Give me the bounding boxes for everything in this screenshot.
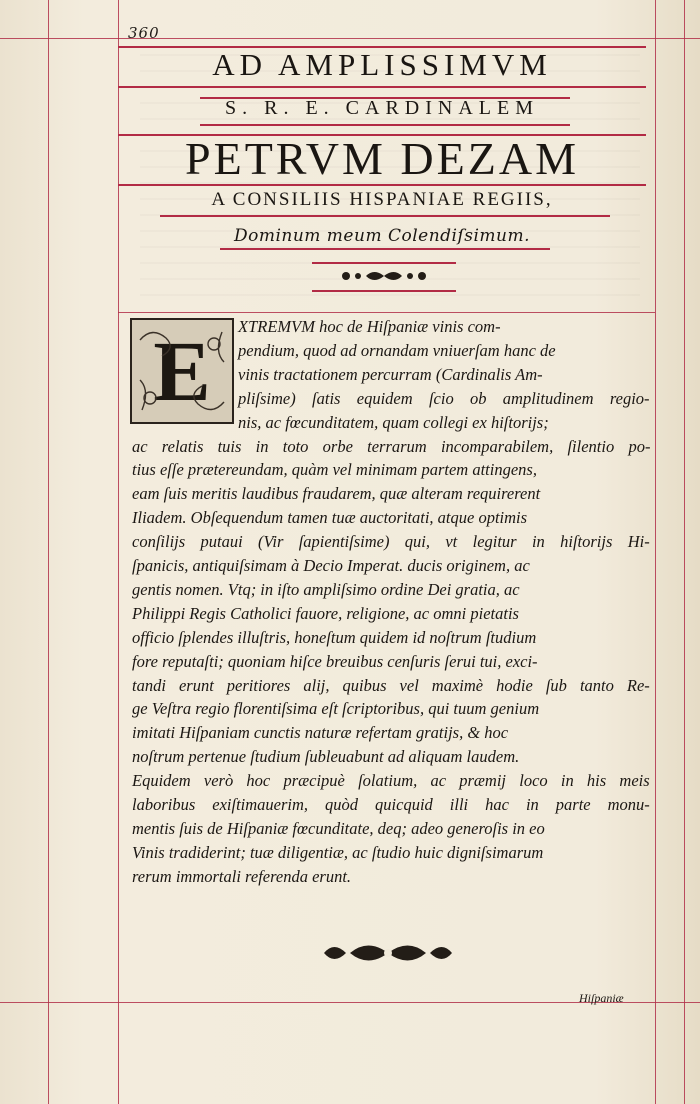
margin-rule-right	[684, 0, 685, 1104]
initial-flourish	[132, 320, 232, 422]
text-line: ge Veſtra regio florentiſsima eſt ſcriptoribus, qui tuum genium	[132, 699, 540, 719]
ornament-small	[336, 266, 432, 286]
text-line: ſpanicis, antiquiſsimam à Decio Imperat. ducis originem, ac	[132, 556, 530, 575]
heading-line-1: AD AMPLISSIMVM	[212, 47, 552, 82]
top-rule	[0, 38, 700, 39]
text-line: rerum immortali referenda erunt.	[132, 866, 352, 886]
ornament-bar-top	[312, 262, 456, 264]
text-line: eam ſuis meritis laudibus fraudarem, quæ alteram requirerent	[132, 484, 541, 504]
text-line: Philippi Regis Catholici fauore, religione, ac omni pietatis	[132, 603, 519, 623]
ornament-bar-bottom	[312, 290, 456, 292]
text-line: imitati Hiſpaniam cunctis naturæ refertam gratijs, & hoc	[132, 723, 509, 743]
title-bar-7	[160, 215, 610, 217]
heading-line-3: PETRVM DEZAM	[185, 133, 579, 184]
text-line: XTREMVM hoc de Hiſpaniæ vinis com-	[238, 317, 501, 336]
initial-letter: E	[153, 323, 211, 419]
margin-rule-inner-right	[655, 0, 656, 1104]
text-line: pliſsime) ſatis equidem ſcio ob amplitudinem regio-	[238, 388, 650, 408]
text-line: nis, ac fœcunditatem, quam collegi ex hiſtorijs;	[238, 412, 549, 432]
heading-line-2: S. R. E. CARDINALEM	[224, 97, 539, 119]
text-line: Equidem verò hoc præcipuè ſolatium, ac præmij loco in his meis	[132, 771, 650, 791]
text-line: Vinis tradiderint; tuæ diligentiæ, ac ſtudio huic digniſsimarum	[132, 842, 544, 862]
title-bar-2	[118, 86, 646, 88]
text-line: noſtrum pertenue ſtudium ſubleuabunt ad aliquam laudem.	[132, 747, 520, 767]
text-line: officio ſplendes illuſtris, honeſtum quidem id noſtrum ſtudium	[132, 627, 537, 647]
margin-rule-left	[48, 0, 49, 1104]
decorated-initial	[130, 318, 234, 424]
text-line: ac relatis tuis in toto orbe terrarum incomparabilem, ſilentio po-	[132, 436, 651, 456]
text-line: Iliadem. Obſequendum tamen tuæ auctoritati, atque optimis	[132, 508, 528, 528]
text-line: laboribus exiſtimauerim, quòd quicquid illi hac in parte monu-	[132, 795, 650, 814]
text-line: conſilijs putaui (Vir ſapientiſsime) qui, vt legitur in hiſtorijs Hi-	[132, 532, 650, 552]
text-line: gentis nomen. Vtq; in iſto ampliſsimo ordine Dei gratia, ac	[132, 579, 520, 599]
text-line: fore reputaſti; quoniam hiſce breuibus cenſuris ſerui tui, exci-	[132, 651, 538, 671]
text-top-rule	[118, 312, 655, 313]
title-bar-4	[200, 124, 570, 126]
catchword: Hiſpaniæ	[579, 991, 624, 1005]
page-number: 360	[128, 24, 160, 42]
heading-line-4: A CONSILIIS HISPANIAE REGIIS,	[211, 189, 553, 210]
heading-line-5: Dominum meum Colendiſsimum.	[233, 226, 531, 246]
ornament-tailpiece	[320, 938, 456, 968]
text-line: mentis ſuis de Hiſpaniæ fœcunditate, deq; adeo generoſis in eo	[132, 818, 545, 838]
text-line: tius eſſe prætereundam, quàm vel minimam partem attingens,	[132, 460, 537, 480]
text-line: tandi erunt peritiores alij, quibus vel maximè hodie ſub tanto Re-	[132, 675, 650, 695]
title-bar-6	[118, 184, 646, 186]
text-line: vinis tractationem percurram (Cardinalis Am-	[238, 364, 543, 384]
text-line: pendium, quod ad ornandam vniuerſam hanc de	[238, 340, 556, 360]
title-bar-8	[220, 248, 550, 250]
